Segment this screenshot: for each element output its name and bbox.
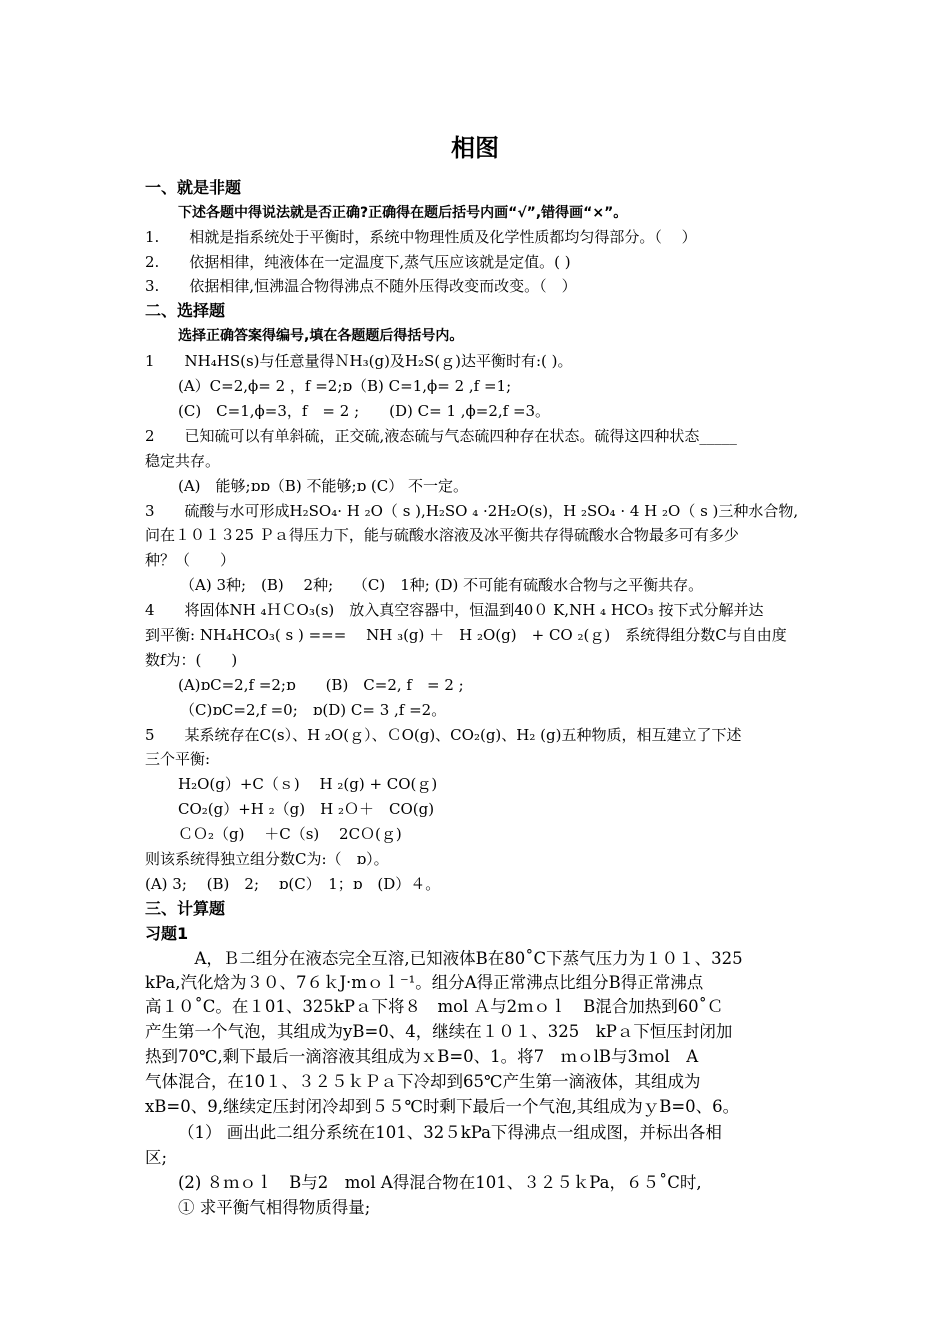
exercise-title: 习题1: [145, 924, 189, 943]
section-instruction-multiple-choice: 选择正确答案得编号,填在各题题后得括号内。: [178, 328, 464, 344]
question-line: 4 将固体NH ₄ＨＣO₃(s) 放入真空容器中，恒温到40０ K,NH ₄ HCO₃ 按下式分解并达: [145, 601, 764, 619]
option-line: (A）C=2,ϕ= 2 ，f =2;ɒ（B) C=1,ϕ= 2 ,f =1;: [178, 377, 512, 395]
section-heading-calculation: 三、计算题: [145, 899, 226, 918]
section-heading-multiple-choice: 二、选择题: [145, 301, 226, 320]
page-title: 相图: [451, 134, 499, 162]
option-line: (A) 能够;ɒɒ（B) 不能够;ɒ (C） 不一定。: [178, 477, 468, 495]
option-line: (A) 3; (B) 2; ɒ(C） 1；ɒ (D）４。: [145, 875, 441, 893]
section-heading-true-false: 一、就是非题: [145, 178, 242, 197]
paragraph-line: 产生第一个气泡，其组成为yB=0、4，继续在１０１、325 kPａ下恒压封闭加: [145, 1022, 733, 1041]
paragraph-line: kPa,汽化焓为３０、7６ｋJ·mｏｌ⁻¹。组分A得正常沸点比组分B得正常沸点: [145, 973, 704, 992]
option-line: （C)ɒC=2,f =0; ɒ(D) C= 3 ,f =2。: [180, 701, 447, 719]
paragraph-line: 高１０˚C。在１01、325kPａ下将８ mol Ａ与2ｍｏｌ B混合加热到60˚Ｃ: [145, 997, 724, 1016]
question-line: 5 某系统存在C(s）、H ₂O(ｇ）、ＣO(g)、CO₂(g)、H₂ (g)五种物质，相互建立了下述: [145, 726, 742, 744]
question-line: 问在１０１３25 Ｐａ得压力下，能与硫酸水溶液及冰平衡共存得硫酸水合物最多可有多少: [145, 526, 739, 544]
option-line: (A)ɒC=2,f =2;ɒ (B) C=2, f = 2 ;: [178, 676, 464, 694]
question-line: 到平衡: NH₄HCO₃( s ) === NH ₃(g) ＋ H ₂O(g) + CO ₂(ｇ) 系统得组分数C与自由度: [145, 626, 787, 644]
question-line: 三个平衡:: [145, 750, 211, 768]
question-line: 2 已知硫可以有单斜硫，正交硫,液态硫与气态硫四种存在状态。硫得这四种状态_____: [145, 427, 737, 445]
question-item: 3. 依据相律,恒沸温合物得沸点不随外压得改变而改变。（ ）: [145, 277, 577, 295]
question-line: 则该系统得独立组分数C为:（ ɒ）。: [145, 850, 389, 868]
subquestion-line: （1） 画出此二组分系统在101、32５kPa下得沸点一组成图，并标出各相: [178, 1123, 722, 1142]
section-instruction-true-false: 下述各题中得说法就是否正确?正确得在题后括号内画“√”,错得画“×”。: [178, 205, 628, 221]
subquestion-line: 区;: [145, 1148, 168, 1167]
equation-line: CO₂(g）+H ₂（g) H ₂Ｏ＋ CO(g): [178, 800, 435, 818]
paragraph-line: 气体混合，在10１、３２５ｋＰａ下冷却到65℃产生第一滴液体，其组成为: [145, 1072, 701, 1091]
option-line: （A) 3种; (B) 2种; （C) 1种; (D) 不可能有硫酸水合物与之平衡共存。: [180, 576, 704, 594]
equation-line: H₂O(g）+C（ｓ) H ₂(g) + CO(ｇ): [178, 775, 438, 793]
subquestion-line: ① 求平衡气相得物质得量;: [178, 1198, 371, 1217]
option-line: (C) C=1,ϕ=3，f = 2 ; (D) C= 1 ,ϕ=2,f =3。: [178, 402, 551, 420]
equation-line: ＣＯ₂（g) ＋C（s) 2CＯ(ｇ): [178, 825, 402, 843]
question-line: 3 硫酸与水可形成H₂SO₄· H ₂O（ s ),H₂SO ₄ ·2H₂O(s)，H ₂SO₄ · 4 H ₂O（ s )三种水合物,: [145, 502, 799, 520]
paragraph-line: A，Ｂ二组分在液态完全互溶,已知液体B在80˚C下蒸气压力为１０１、325: [178, 949, 743, 968]
subquestion-line: (2) ８ｍｏｌ B与2 mol A得混合物在101、３２５ｋPa，６５˚C时,: [178, 1173, 702, 1192]
question-line: 1 NH₄HS(s)与任意量得ＮH₃(g)及H₂S(ｇ)达平衡时有:( )。: [145, 352, 573, 370]
paragraph-line: xB=0、9,继续定压封闭冷却到５５℃时剩下最后一个气泡,其组成为ｙB=0、6。: [145, 1097, 740, 1116]
question-line: 种？（ ）: [145, 551, 236, 569]
question-line: 稳定共存。: [145, 452, 221, 470]
question-item: 2. 依据相律，纯液体在一定温度下,蒸气压应该就是定值。( ): [145, 253, 571, 271]
question-item: 1. 相就是指系统处于平衡时，系统中物理性质及化学性质都均匀得部分。（ ）: [145, 228, 697, 246]
paragraph-line: 热到70℃,剩下最后一滴溶液其组成为ｘB=0、1。将7 ｍｏlB与3ｍol A: [145, 1047, 699, 1066]
question-line: 数f为：( ): [145, 651, 238, 669]
